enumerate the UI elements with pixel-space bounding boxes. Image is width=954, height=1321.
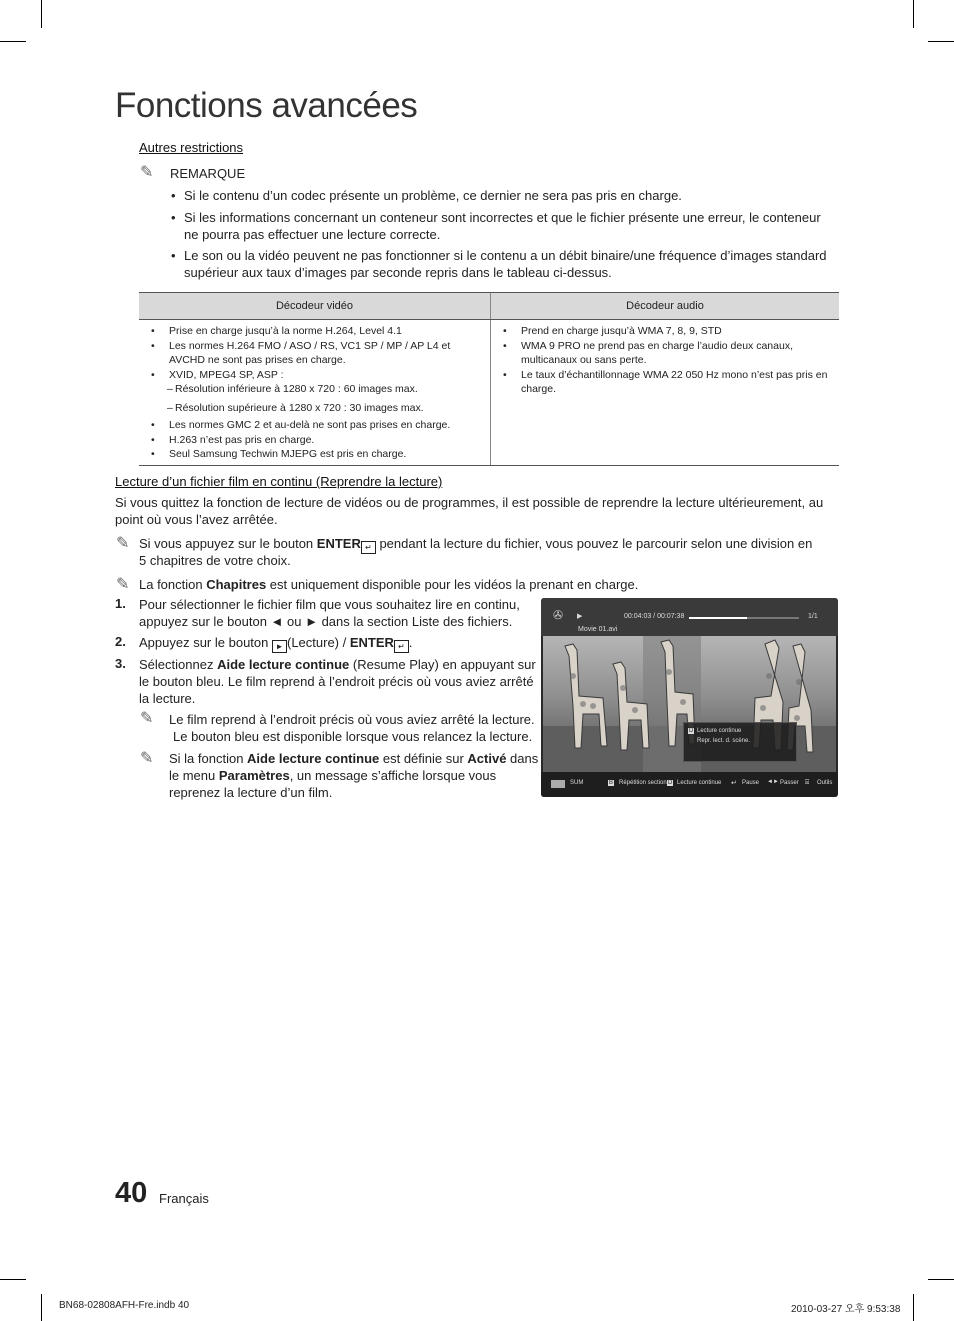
tools-label: Outils bbox=[817, 780, 833, 786]
d-button-icon: D bbox=[689, 728, 694, 734]
player-bottom-bar bbox=[541, 772, 838, 797]
resume-label: Lecture continue bbox=[677, 780, 722, 786]
step-3-note-2-cont: reprenez la lecture d’un film. bbox=[169, 785, 333, 800]
intro-text-cont: point où vous l’avez arrêtée. bbox=[115, 512, 278, 527]
step-2-text: Appuyez sur le bouton bbox=[139, 635, 272, 650]
pause-label: Pause bbox=[742, 780, 760, 786]
skip-label: Passer bbox=[780, 780, 799, 786]
film-reel-icon: ✇ bbox=[553, 608, 564, 622]
codec-table bbox=[139, 292, 839, 466]
video-decoder-cell bbox=[139, 320, 491, 466]
b-button-icon: B bbox=[609, 780, 614, 786]
resume-play-label: Aide lecture continue bbox=[217, 657, 350, 672]
imprint-date: 2010-03-27 오후 9:53:38 bbox=[791, 1304, 901, 1315]
resume-popup bbox=[683, 722, 797, 762]
note-enter-cont: 5 chapitres de votre choix. bbox=[139, 553, 291, 568]
d-button-icon: D bbox=[668, 780, 673, 786]
popup-subtitle: Repr. lect. d. scène. bbox=[697, 738, 751, 744]
video-subitem: – Résolution inférieure à 1280 x 720 : 60 images max. bbox=[145, 382, 484, 397]
pencil-note-icon: ✎ bbox=[140, 750, 154, 767]
time-readout: 00:04:03 / 00:07:38 bbox=[624, 613, 685, 620]
note-2-text-4: le menu bbox=[169, 768, 219, 783]
step-2: Appuyez sur le bouton ► (Lecture) / ENTER ↵ . bbox=[139, 635, 413, 651]
enter-icon: ↵ bbox=[394, 640, 409, 653]
chapters-label: Chapitres bbox=[206, 577, 267, 592]
page-title: Fonctions avancées bbox=[115, 86, 418, 125]
pencil-note-icon: ✎ bbox=[140, 164, 154, 181]
step-3 bbox=[139, 656, 536, 673]
active-label: Activé bbox=[467, 751, 507, 766]
note-2-text-3: dans bbox=[506, 751, 539, 766]
popup-title: Lecture continue bbox=[697, 728, 742, 734]
usb-device-icon bbox=[551, 780, 565, 788]
restriction-item-cont: supérieur aux taux d’images par seconde repris dans le tableau ci-dessus. bbox=[184, 265, 612, 280]
language-label: Français bbox=[159, 1191, 209, 1206]
video-item: • Les normes H.264 FMO / ASO / RS, VC1 SP / MP / AP L4 et AVCHD ne sont pas prises en charge. bbox=[145, 339, 484, 368]
step-3-note-2 bbox=[169, 750, 538, 767]
bullet-icon: • bbox=[171, 248, 176, 263]
audio-decoder-cell bbox=[491, 320, 840, 466]
step-3-note-1: Le film reprend à l’endroit précis où vous aviez arrêté la lecture. bbox=[169, 712, 535, 727]
repeat-section-label: Répétition section bbox=[619, 780, 667, 786]
note-enter-text: Si vous appuyez sur le bouton bbox=[139, 536, 317, 551]
note-chapters-text-2: est uniquement disponible pour les vidéos la prenant en charge. bbox=[266, 577, 639, 592]
note-2-text: Si la fonction bbox=[169, 751, 248, 766]
step-number: 3. bbox=[115, 656, 126, 671]
step-number: 1. bbox=[115, 596, 126, 611]
pencil-note-icon: ✎ bbox=[116, 535, 130, 552]
section-heading-restrictions: Autres restrictions bbox=[139, 140, 244, 155]
note-2-text-5: , un message s’affiche lorsque vous bbox=[289, 768, 497, 783]
enter-label: ENTER bbox=[349, 635, 394, 650]
video-item: • H.263 n’est pas pris en charge. bbox=[145, 433, 484, 448]
restriction-item: Si le contenu d’un codec présente un problème, ce dernier ne sera pas pris en charge. bbox=[184, 188, 682, 203]
file-name: Movie 01.avi bbox=[578, 626, 618, 633]
step-3-note-2-cont bbox=[169, 767, 496, 784]
bullet-icon: • bbox=[171, 210, 176, 225]
note-enter-text-2: pendant la lecture du fichier, vous pouvez le parcourir selon une division en bbox=[375, 536, 813, 551]
settings-label: Paramètres bbox=[218, 768, 290, 783]
resume-play-label: Aide lecture continue bbox=[247, 751, 380, 766]
left-right-arrows-icon: ◄► bbox=[767, 779, 779, 785]
video-frame bbox=[543, 636, 836, 772]
step-3-cont: la lecture. bbox=[139, 691, 196, 706]
header-audio-decoder: Décodeur audio bbox=[491, 293, 840, 320]
bullet-icon: • bbox=[171, 188, 176, 203]
play-icon: ▶ bbox=[577, 613, 583, 620]
tools-icon: ⌸ bbox=[805, 779, 810, 786]
audio-item: • Prend en charge jusqu’à WMA 7, 8, 9, STD bbox=[497, 324, 833, 339]
audio-item: • WMA 9 PRO ne prend pas en charge l’audio deux canaux, multicanaux ou sans perte. bbox=[497, 339, 833, 368]
restriction-item: Si les informations concernant un conteneur sont incorrectes et que le fichier présente une erreur, le conteneur bbox=[184, 210, 821, 225]
header-video-decoder: Décodeur vidéo bbox=[139, 293, 491, 320]
step-3-note-1-cont: Le bouton bleu est disponible lorsque vous relancez la lecture. bbox=[173, 729, 533, 744]
progress-fill bbox=[689, 617, 747, 619]
intro-text: Si vous quittez la fonction de lecture de vidéos ou de programmes, il est possible de reprendre la lecture ultérieurement, au bbox=[115, 495, 824, 510]
video-item: • Seul Samsung Techwin MJEPG est pris en charge. bbox=[145, 447, 484, 462]
video-subitem: – Résolution supérieure à 1280 x 720 : 30 images max. bbox=[145, 401, 484, 416]
note-chapters-text: La fonction bbox=[139, 577, 207, 592]
restriction-item-cont: ne pourra pas effectuer une lecture correcte. bbox=[184, 227, 441, 242]
step-2-text-2: (Lecture) / bbox=[286, 635, 350, 650]
step-1-cont: appuyez sur le bouton ◄ ou ► dans la section Liste des fichiers. bbox=[139, 614, 513, 629]
pencil-note-icon: ✎ bbox=[140, 710, 154, 727]
restriction-item: Le son ou la vidéo peuvent ne pas fonctionner si le contenu a un débit binaire/une fréquence d’images standard bbox=[184, 248, 827, 263]
note-2-text-2: est définie sur bbox=[379, 751, 468, 766]
step-number: 2. bbox=[115, 634, 126, 649]
note-chapters bbox=[139, 576, 638, 593]
step-3-text: Sélectionnez bbox=[139, 657, 218, 672]
step-1: Pour sélectionner le fichier film que vous souhaitez lire en continu, bbox=[139, 597, 520, 612]
audio-item: • Le taux d’échantillonnage WMA 22 050 Hz mono n’est pas pris en charge. bbox=[497, 368, 833, 397]
enter-label: ENTER bbox=[316, 536, 361, 551]
note-label: REMARQUE bbox=[170, 166, 246, 181]
section-heading-resume: Lecture d’un fichier film en continu (Reprendre la lecture) bbox=[115, 474, 443, 489]
device-name: SUM bbox=[570, 780, 584, 786]
imprint-file: BN68-02808AFH-Fre.indb 40 bbox=[59, 1300, 190, 1311]
video-item: • Les normes GMC 2 et au-delà ne sont pas prises en charge. bbox=[145, 418, 484, 433]
video-item: • Prise en charge jusqu’à la norme H.264, Level 4.1 bbox=[145, 324, 484, 339]
page-number: 40 bbox=[115, 1177, 148, 1209]
step-3-text-2: (Resume Play) en appuyant sur bbox=[349, 657, 536, 672]
enter-icon: ↵ bbox=[731, 780, 737, 787]
enter-icon: ↵ bbox=[361, 541, 376, 554]
step-3-cont: le bouton bleu. Le film reprend à l’endroit précis où vous aviez arrêté bbox=[139, 674, 534, 689]
page-counter: 1/1 bbox=[808, 613, 818, 620]
player-top-bar bbox=[541, 598, 838, 636]
play-icon: ► bbox=[272, 640, 287, 653]
tv-screen-illustration bbox=[541, 598, 838, 797]
video-item: • XVID, MPEG4 SP, ASP : bbox=[145, 368, 484, 383]
pencil-note-icon: ✎ bbox=[116, 576, 130, 593]
